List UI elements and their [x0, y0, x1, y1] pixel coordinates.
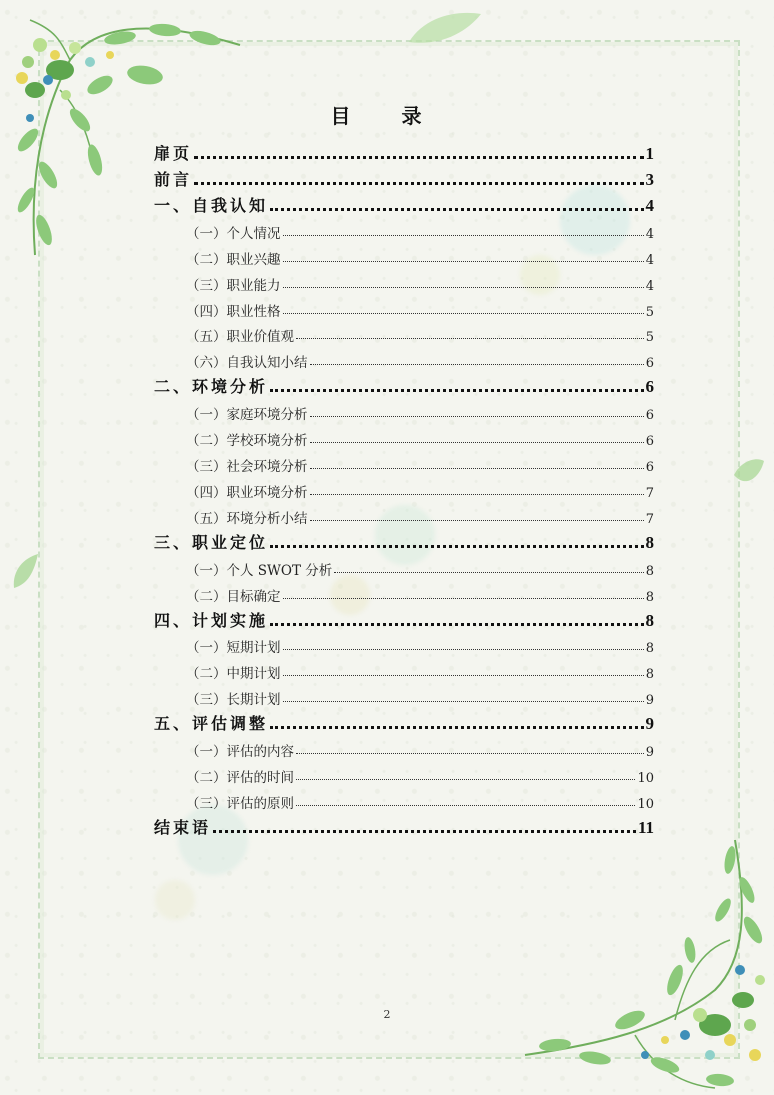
toc-entry-page: 9 — [645, 693, 654, 709]
dot-leader — [283, 675, 644, 676]
toc-entry-page: 9 — [645, 714, 654, 734]
toc-entry-page: 6 — [645, 434, 654, 450]
toc-section-entry[interactable] — [154, 320, 654, 346]
toc-entry-label: 一、自我认知 — [154, 196, 269, 215]
toc-entry-page: 8 — [645, 589, 654, 605]
dot-leader — [283, 649, 644, 650]
toc-section-entry[interactable] — [154, 734, 654, 760]
toc-entry-page: 8 — [645, 641, 654, 657]
dot-leader — [296, 779, 635, 780]
toc-entry-label: （一）家庭环境分析 — [186, 407, 308, 424]
dot-leader — [194, 156, 643, 159]
leaf-icon — [405, 8, 485, 48]
dot-leader — [270, 726, 643, 729]
dot-leader — [334, 572, 643, 573]
toc-section-entry[interactable] — [154, 760, 654, 786]
toc-entry-label: （二）学校环境分析 — [186, 433, 308, 450]
toc-title: 目 录 — [330, 104, 444, 128]
toc-entry-label: （四）职业性格 — [186, 303, 281, 320]
toc-chapter-entry[interactable] — [154, 708, 654, 734]
toc-entry-page: 1 — [645, 144, 654, 163]
dot-leader — [283, 313, 644, 314]
toc-entry-page: 6 — [645, 460, 654, 476]
toc-chapter-entry[interactable] — [154, 605, 654, 631]
toc-entry-page: 10 — [637, 796, 654, 812]
dot-leader — [283, 701, 644, 702]
toc-chapter-entry[interactable] — [154, 138, 654, 164]
dot-leader — [296, 338, 644, 339]
dot-leader — [310, 468, 644, 469]
toc-entry-page: 3 — [645, 170, 654, 189]
toc-entry-label: （二）目标确定 — [186, 588, 281, 605]
dot-leader — [270, 389, 643, 392]
toc-section-entry[interactable] — [154, 682, 654, 708]
toc-entry-label: 二、环境分析 — [154, 377, 269, 397]
dot-leader — [283, 235, 644, 236]
toc-entry-label: 四、计划实施 — [154, 610, 269, 630]
toc-entry-label: 三、职业定位 — [154, 532, 269, 552]
dot-leader — [296, 805, 635, 806]
toc-entry-label: （一）个人 SWOT 分析 — [186, 562, 333, 579]
dot-leader — [270, 545, 643, 548]
toc-entry-page: 7 — [645, 485, 654, 501]
toc-entry-page: 9 — [645, 745, 654, 761]
toc-section-entry[interactable] — [154, 268, 654, 294]
toc-section-entry[interactable] — [154, 786, 654, 812]
toc-section-entry[interactable] — [154, 475, 654, 501]
toc-entry-page: 4 — [645, 226, 654, 242]
toc-entry-page: 6 — [645, 356, 654, 372]
toc-entry-page: 8 — [645, 667, 654, 683]
toc-entry-page: 7 — [645, 511, 654, 527]
toc-entry-page: 4 — [645, 278, 654, 294]
toc-section-entry[interactable] — [154, 553, 654, 579]
toc-entry-page: 10 — [637, 771, 654, 787]
toc-entry-page: 8 — [645, 532, 654, 552]
toc-section-entry[interactable] — [154, 656, 654, 682]
toc-entry-page: 5 — [645, 330, 654, 346]
toc-entry-label: （二）职业兴趣 — [186, 251, 281, 268]
toc-entry-label: 前言 — [154, 170, 193, 189]
toc-section-entry[interactable] — [154, 423, 654, 449]
dot-leader — [194, 182, 643, 185]
toc-entry-label: （二）中期计划 — [186, 666, 281, 683]
toc-entry-label: 结束语 — [154, 817, 212, 837]
toc-entry-label: （三）社会环境分析 — [186, 459, 308, 476]
toc-section-entry[interactable] — [154, 242, 654, 268]
toc-chapter-entry[interactable] — [154, 527, 654, 553]
toc-section-entry[interactable] — [154, 397, 654, 423]
toc-section-entry[interactable] — [154, 501, 654, 527]
toc-chapter-entry[interactable] — [154, 812, 654, 838]
toc-entry-page: 11 — [637, 817, 654, 837]
page-number: 2 — [383, 1008, 391, 1021]
dot-leader — [310, 364, 644, 365]
toc-entry-label: （一）评估的内容 — [186, 744, 294, 761]
toc-entry-page: 4 — [645, 252, 654, 268]
toc-entry-label: 五、评估调整 — [154, 714, 269, 734]
toc-section-entry[interactable] — [154, 216, 654, 242]
toc-chapter-entry[interactable] — [154, 164, 654, 190]
table-of-contents — [154, 138, 654, 838]
dot-leader — [310, 416, 644, 417]
toc-section-entry[interactable] — [154, 294, 654, 320]
dot-leader — [270, 623, 643, 626]
dot-leader — [310, 520, 644, 521]
dot-leader — [310, 494, 644, 495]
toc-chapter-entry[interactable] — [154, 371, 654, 397]
toc-entry-page: 6 — [645, 408, 654, 424]
toc-entry-label: （一）短期计划 — [186, 640, 281, 657]
toc-section-entry[interactable] — [154, 449, 654, 475]
toc-entry-label: （二）评估的时间 — [186, 770, 294, 787]
toc-entry-label: 扉页 — [154, 144, 193, 163]
toc-section-entry[interactable] — [154, 345, 654, 371]
dot-leader — [283, 598, 644, 599]
dot-leader — [310, 442, 644, 443]
toc-entry-page: 8 — [645, 610, 654, 630]
leaf-icon — [732, 455, 766, 495]
toc-entry-page: 4 — [645, 196, 654, 215]
toc-chapter-entry[interactable] — [154, 190, 654, 216]
dot-leader — [283, 287, 644, 288]
leaf-icon — [10, 552, 40, 592]
toc-entry-label: （三）长期计划 — [186, 692, 281, 709]
toc-entry-label: （五）环境分析小结 — [186, 510, 308, 527]
toc-entry-label: （六）自我认知小结 — [186, 355, 308, 372]
toc-section-entry[interactable] — [154, 579, 654, 605]
dot-leader — [283, 261, 644, 262]
leaf-vine-bottom-right-icon — [515, 830, 774, 1095]
toc-entry-label: （三）评估的原则 — [186, 795, 294, 812]
toc-entry-page: 6 — [645, 377, 654, 397]
dot-leader — [296, 753, 644, 754]
toc-entry-label: （四）职业环境分析 — [186, 484, 308, 501]
toc-entry-label: （一）个人情况 — [186, 225, 281, 242]
toc-entry-label: （五）职业价值观 — [186, 329, 294, 346]
toc-entry-page: 8 — [645, 563, 654, 579]
toc-section-entry[interactable] — [154, 631, 654, 657]
toc-entry-page: 5 — [645, 304, 654, 320]
dot-leader — [213, 830, 636, 833]
dot-leader — [270, 208, 643, 211]
toc-entry-label: （三）职业能力 — [186, 277, 281, 294]
